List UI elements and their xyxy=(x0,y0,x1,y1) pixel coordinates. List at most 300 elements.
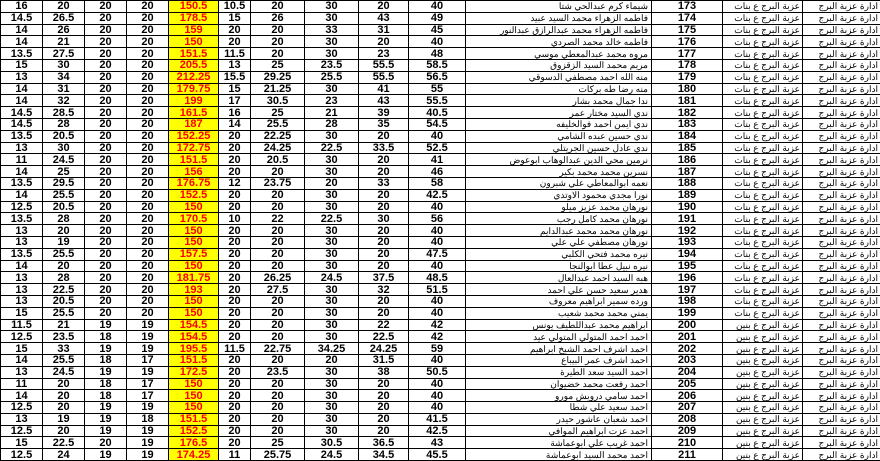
serial-cell: 204 xyxy=(652,366,723,378)
col-a: 13.5 xyxy=(1,177,43,189)
table-row xyxy=(1,71,880,83)
col-f: 15 xyxy=(219,83,251,95)
school-cell: عزبة البرج ع بنات xyxy=(723,83,803,95)
total-cell: 150 xyxy=(169,236,219,248)
col-c: 20 xyxy=(85,248,127,260)
col-f: 14 xyxy=(219,118,251,130)
col-h: 24.5 xyxy=(305,272,359,284)
col-i: 20 xyxy=(359,166,409,178)
student-name-cell: نورا مجدي محمود الاوتدي xyxy=(466,189,652,201)
table-body xyxy=(1,1,880,461)
col-g: 27.5 xyxy=(251,284,305,296)
col-f: 20 xyxy=(219,354,251,366)
table-row xyxy=(1,437,880,449)
table-row xyxy=(1,12,880,24)
total-cell: 170.5 xyxy=(169,213,219,225)
col-f: 20 xyxy=(219,225,251,237)
total-cell: 176.75 xyxy=(169,177,219,189)
admin-cell: ادارة عزبة البرج xyxy=(803,248,880,260)
total-cell: 179.75 xyxy=(169,83,219,95)
admin-cell: ادارة عزبة البرج xyxy=(803,12,880,24)
admin-cell: ادارة عزبة البرج xyxy=(803,402,880,414)
total-cell: 205.5 xyxy=(169,59,219,71)
col-j: 50.5 xyxy=(409,366,466,378)
col-d: 19 xyxy=(127,402,169,414)
col-i: 20 xyxy=(359,1,409,13)
col-c: 20 xyxy=(85,130,127,142)
col-g: 20 xyxy=(251,24,305,36)
col-c: 20 xyxy=(85,48,127,60)
col-b: 26.5 xyxy=(43,12,85,24)
col-d: 20 xyxy=(127,36,169,48)
table-row xyxy=(1,413,880,425)
school-cell: عزبة البرج ع بنات xyxy=(723,166,803,178)
col-i: 20 xyxy=(359,225,409,237)
table-row xyxy=(1,177,880,189)
col-j: 55.5 xyxy=(409,95,466,107)
school-cell: عزبة البرج ع بنين xyxy=(723,366,803,378)
serial-cell: 182 xyxy=(652,107,723,119)
student-name-cell: مروه محمد عبدالمعطي موسي xyxy=(466,48,652,60)
col-c: 20 xyxy=(85,166,127,178)
col-f: 20 xyxy=(219,366,251,378)
col-h: 30 xyxy=(305,189,359,201)
admin-cell: ادارة عزبة البرج xyxy=(803,1,880,13)
table-row xyxy=(1,130,880,142)
serial-cell: 200 xyxy=(652,319,723,331)
col-b: 20.5 xyxy=(43,201,85,213)
col-b: 21 xyxy=(43,319,85,331)
col-i: 43 xyxy=(359,95,409,107)
school-cell: عزبة البرج ع بنات xyxy=(723,36,803,48)
col-b: 34 xyxy=(43,71,85,83)
col-g: 20 xyxy=(251,225,305,237)
col-a: 13.5 xyxy=(1,130,43,142)
col-j: 58 xyxy=(409,177,466,189)
col-a: 13 xyxy=(1,142,43,154)
serial-cell: 199 xyxy=(652,307,723,319)
col-c: 19 xyxy=(85,366,127,378)
table-row xyxy=(1,48,880,60)
col-i: 35 xyxy=(359,118,409,130)
admin-cell: ادارة عزبة البرج xyxy=(803,83,880,95)
col-b: 20 xyxy=(43,1,85,13)
serial-cell: 209 xyxy=(652,425,723,437)
col-f: 20 xyxy=(219,413,251,425)
col-d: 17 xyxy=(127,354,169,366)
school-cell: عزبة البرج ع بنين xyxy=(723,378,803,390)
col-g: 25.5 xyxy=(251,118,305,130)
total-cell: 161.5 xyxy=(169,107,219,119)
col-h: 30 xyxy=(305,425,359,437)
col-c: 18 xyxy=(85,354,127,366)
col-b: 19 xyxy=(43,413,85,425)
serial-cell: 203 xyxy=(652,354,723,366)
col-b: 26 xyxy=(43,24,85,36)
col-a: 12.5 xyxy=(1,449,43,461)
admin-cell: ادارة عزبة البرج xyxy=(803,189,880,201)
col-g: 22.25 xyxy=(251,130,305,142)
col-b: 21 xyxy=(43,36,85,48)
col-h: 22.5 xyxy=(305,142,359,154)
serial-cell: 174 xyxy=(652,12,723,24)
school-cell: عزبة البرج ع بنات xyxy=(723,248,803,260)
col-f: 20 xyxy=(219,319,251,331)
total-cell: 150 xyxy=(169,390,219,402)
col-h: 30 xyxy=(305,413,359,425)
admin-cell: ادارة عزبة البرج xyxy=(803,48,880,60)
col-j: 41.5 xyxy=(409,413,466,425)
col-b: 31 xyxy=(43,83,85,95)
serial-cell: 192 xyxy=(652,225,723,237)
student-name-cell: ندا جمال محمد بشار xyxy=(466,95,652,107)
col-a: 14.5 xyxy=(1,12,43,24)
total-cell: 156 xyxy=(169,166,219,178)
col-j: 40 xyxy=(409,1,466,13)
total-cell: 154.5 xyxy=(169,319,219,331)
admin-cell: ادارة عزبة البرج xyxy=(803,118,880,130)
col-g: 20 xyxy=(251,295,305,307)
col-d: 20 xyxy=(127,177,169,189)
col-j: 51.5 xyxy=(409,284,466,296)
table-row xyxy=(1,449,880,461)
table-row xyxy=(1,83,880,95)
col-j: 42.5 xyxy=(409,189,466,201)
col-g: 23.75 xyxy=(251,177,305,189)
col-i: 20 xyxy=(359,260,409,272)
admin-cell: ادارة عزبة البرج xyxy=(803,36,880,48)
col-c: 20 xyxy=(85,71,127,83)
col-h: 30 xyxy=(305,83,359,95)
school-cell: عزبة البرج ع بنات xyxy=(723,272,803,284)
col-i: 20 xyxy=(359,402,409,414)
col-j: 40 xyxy=(409,36,466,48)
total-cell: 150 xyxy=(169,201,219,213)
col-g: 20 xyxy=(251,248,305,260)
serial-cell: 207 xyxy=(652,402,723,414)
col-f: 20 xyxy=(219,295,251,307)
col-c: 20 xyxy=(85,307,127,319)
col-d: 17 xyxy=(127,378,169,390)
col-j: 40 xyxy=(409,236,466,248)
col-c: 20 xyxy=(85,36,127,48)
table-row xyxy=(1,236,880,248)
col-i: 23 xyxy=(359,48,409,60)
col-h: 30 xyxy=(305,36,359,48)
col-g: 26.25 xyxy=(251,272,305,284)
total-cell: 150.5 xyxy=(169,1,219,13)
school-cell: عزبة البرج ع بنات xyxy=(723,71,803,83)
school-cell: عزبة البرج ع بنات xyxy=(723,177,803,189)
admin-cell: ادارة عزبة البرج xyxy=(803,260,880,272)
col-j: 43 xyxy=(409,437,466,449)
school-cell: عزبة البرج ع بنات xyxy=(723,201,803,213)
admin-cell: ادارة عزبة البرج xyxy=(803,142,880,154)
col-c: 18 xyxy=(85,378,127,390)
student-name-cell: نورهان مصطفي علي علي xyxy=(466,236,652,248)
col-g: 25.75 xyxy=(251,449,305,461)
col-c: 19 xyxy=(85,425,127,437)
serial-cell: 179 xyxy=(652,71,723,83)
col-a: 14 xyxy=(1,166,43,178)
col-i: 20 xyxy=(359,130,409,142)
col-f: 10 xyxy=(219,213,251,225)
col-i: 34.5 xyxy=(359,449,409,461)
student-name-cell: هبه السيد احمد عبدالعال xyxy=(466,272,652,284)
col-f: 20 xyxy=(219,248,251,260)
serial-cell: 177 xyxy=(652,48,723,60)
col-i: 20 xyxy=(359,201,409,213)
admin-cell: ادارة عزبة البرج xyxy=(803,107,880,119)
school-cell: عزبة البرج ع بنات xyxy=(723,24,803,36)
col-j: 47.5 xyxy=(409,248,466,260)
col-a: 16 xyxy=(1,1,43,13)
col-c: 20 xyxy=(85,107,127,119)
student-name-cell: احمد شعبان عاشور حيدر xyxy=(466,413,652,425)
student-name-cell: هدير سعيد حسن علي احمد xyxy=(466,284,652,296)
table-row xyxy=(1,154,880,166)
student-name-cell: احمد غريب علي ابوعماشة xyxy=(466,437,652,449)
col-d: 20 xyxy=(127,83,169,95)
col-d: 18 xyxy=(127,413,169,425)
total-cell: 151.5 xyxy=(169,413,219,425)
col-a: 14 xyxy=(1,36,43,48)
col-c: 20 xyxy=(85,189,127,201)
admin-cell: ادارة عزبة البرج xyxy=(803,177,880,189)
serial-cell: 210 xyxy=(652,437,723,449)
col-a: 14 xyxy=(1,83,43,95)
table-row xyxy=(1,1,880,13)
table-row xyxy=(1,118,880,130)
col-g: 20.5 xyxy=(251,154,305,166)
table-row xyxy=(1,378,880,390)
col-b: 19 xyxy=(43,236,85,248)
col-c: 20 xyxy=(85,154,127,166)
col-i: 20 xyxy=(359,390,409,402)
admin-cell: ادارة عزبة البرج xyxy=(803,236,880,248)
col-i: 20 xyxy=(359,154,409,166)
col-h: 23.5 xyxy=(305,59,359,71)
table-row xyxy=(1,390,880,402)
col-c: 20 xyxy=(85,295,127,307)
col-c: 19 xyxy=(85,319,127,331)
col-g: 20 xyxy=(251,402,305,414)
col-b: 22.5 xyxy=(43,437,85,449)
col-g: 20 xyxy=(251,319,305,331)
col-b: 25.5 xyxy=(43,307,85,319)
col-c: 20 xyxy=(85,225,127,237)
col-b: 33 xyxy=(43,343,85,355)
col-b: 24.5 xyxy=(43,154,85,166)
serial-cell: 187 xyxy=(652,166,723,178)
col-j: 46 xyxy=(409,166,466,178)
total-cell: 174.25 xyxy=(169,449,219,461)
col-j: 52.5 xyxy=(409,142,466,154)
col-b: 25.5 xyxy=(43,248,85,260)
table-row xyxy=(1,225,880,237)
admin-cell: ادارة عزبة البرج xyxy=(803,24,880,36)
table-row xyxy=(1,343,880,355)
col-c: 20 xyxy=(85,260,127,272)
col-b: 32 xyxy=(43,95,85,107)
col-i: 20 xyxy=(359,236,409,248)
col-j: 40 xyxy=(409,390,466,402)
col-d: 19 xyxy=(127,343,169,355)
col-g: 20 xyxy=(251,354,305,366)
serial-cell: 193 xyxy=(652,236,723,248)
col-c: 20 xyxy=(85,201,127,213)
serial-cell: 176 xyxy=(652,36,723,48)
col-d: 20 xyxy=(127,260,169,272)
col-h: 30 xyxy=(305,390,359,402)
col-f: 15.5 xyxy=(219,71,251,83)
col-f: 10.5 xyxy=(219,1,251,13)
admin-cell: ادارة عزبة البرج xyxy=(803,366,880,378)
total-cell: 151.5 xyxy=(169,154,219,166)
col-f: 20 xyxy=(219,142,251,154)
total-cell: 157.5 xyxy=(169,248,219,260)
school-cell: عزبة البرج ع بنين xyxy=(723,343,803,355)
col-h: 30 xyxy=(305,130,359,142)
col-g: 20 xyxy=(251,201,305,213)
col-h: 30 xyxy=(305,331,359,343)
col-j: 48.5 xyxy=(409,272,466,284)
col-i: 20 xyxy=(359,413,409,425)
col-a: 14 xyxy=(1,390,43,402)
col-a: 14 xyxy=(1,24,43,36)
col-g: 22.75 xyxy=(251,343,305,355)
col-a: 12.5 xyxy=(1,201,43,213)
student-name-cell: احمد احمد المتولي المتولي عيد xyxy=(466,331,652,343)
total-cell: 195.5 xyxy=(169,343,219,355)
col-i: 20 xyxy=(359,189,409,201)
table-row xyxy=(1,201,880,213)
col-d: 19 xyxy=(127,425,169,437)
col-b: 25.5 xyxy=(43,189,85,201)
col-i: 32 xyxy=(359,284,409,296)
col-i: 43 xyxy=(359,12,409,24)
col-d: 20 xyxy=(127,236,169,248)
col-f: 11.5 xyxy=(219,48,251,60)
school-cell: عزبة البرج ع بنين xyxy=(723,331,803,343)
col-h: 25.5 xyxy=(305,71,359,83)
col-a: 11 xyxy=(1,378,43,390)
col-j: 49 xyxy=(409,12,466,24)
col-g: 20 xyxy=(251,36,305,48)
col-g: 20 xyxy=(251,307,305,319)
col-d: 19 xyxy=(127,319,169,331)
col-d: 20 xyxy=(127,59,169,71)
col-h: 30 xyxy=(305,319,359,331)
col-d: 20 xyxy=(127,24,169,36)
col-g: 30.5 xyxy=(251,95,305,107)
col-c: 20 xyxy=(85,142,127,154)
col-a: 15 xyxy=(1,437,43,449)
col-h: 23 xyxy=(305,95,359,107)
col-j: 40 xyxy=(409,201,466,213)
school-cell: عزبة البرج ع بنين xyxy=(723,437,803,449)
table-row xyxy=(1,284,880,296)
admin-cell: ادارة عزبة البرج xyxy=(803,130,880,142)
admin-cell: ادارة عزبة البرج xyxy=(803,343,880,355)
col-d: 20 xyxy=(127,295,169,307)
school-cell: عزبة البرج ع بنات xyxy=(723,95,803,107)
col-a: 13 xyxy=(1,413,43,425)
serial-cell: 184 xyxy=(652,130,723,142)
admin-cell: ادارة عزبة البرج xyxy=(803,307,880,319)
col-j: 40 xyxy=(409,260,466,272)
serial-cell: 178 xyxy=(652,59,723,71)
school-cell: عزبة البرج ع بنين xyxy=(723,319,803,331)
col-b: 30 xyxy=(43,142,85,154)
student-name-cell: مريم محمد السيد الزقزوق xyxy=(466,59,652,71)
col-f: 20 xyxy=(219,331,251,343)
student-name-cell: ورده سمير ابراهيم معروف xyxy=(466,295,652,307)
student-name-cell: ندي عادل حسين الجريتلي xyxy=(466,142,652,154)
admin-cell: ادارة عزبة البرج xyxy=(803,437,880,449)
col-g: 22 xyxy=(251,213,305,225)
col-d: 19 xyxy=(127,331,169,343)
col-a: 11.5 xyxy=(1,319,43,331)
total-cell: 193 xyxy=(169,284,219,296)
col-i: 41 xyxy=(359,83,409,95)
col-g: 20 xyxy=(251,236,305,248)
col-f: 20 xyxy=(219,390,251,402)
school-cell: عزبة البرج ع بنين xyxy=(723,449,803,461)
col-i: 20 xyxy=(359,378,409,390)
col-f: 11 xyxy=(219,449,251,461)
col-b: 28 xyxy=(43,118,85,130)
school-cell: عزبة البرج ع بنات xyxy=(723,154,803,166)
col-f: 20 xyxy=(219,425,251,437)
col-i: 20 xyxy=(359,295,409,307)
serial-cell: 185 xyxy=(652,142,723,154)
col-a: 13 xyxy=(1,284,43,296)
col-c: 19 xyxy=(85,343,127,355)
col-j: 41 xyxy=(409,154,466,166)
student-name-cell: احمد سعيد علي شطا xyxy=(466,402,652,414)
col-c: 20 xyxy=(85,272,127,284)
school-cell: عزبة البرج ع بنات xyxy=(723,142,803,154)
col-h: 30 xyxy=(305,307,359,319)
col-h: 30 xyxy=(305,366,359,378)
col-d: 19 xyxy=(127,449,169,461)
col-b: 20 xyxy=(43,225,85,237)
student-name-cell: نيره محمد فتحي الكلبي xyxy=(466,248,652,260)
total-cell: 212.25 xyxy=(169,71,219,83)
student-name-cell: فاطمه الزهراء محمد عبدالرازق عبدالنور xyxy=(466,24,652,36)
col-i: 39 xyxy=(359,107,409,119)
col-f: 13 xyxy=(219,59,251,71)
table-row xyxy=(1,366,880,378)
col-i: 20 xyxy=(359,248,409,260)
total-cell: 151.5 xyxy=(169,48,219,60)
col-j: 40 xyxy=(409,402,466,414)
table-row xyxy=(1,107,880,119)
col-j: 40 xyxy=(409,295,466,307)
col-c: 20 xyxy=(85,12,127,24)
student-name-cell: يمني محمد محمد شعيب xyxy=(466,307,652,319)
total-cell: 152.25 xyxy=(169,130,219,142)
student-name-cell: نعمه ابوالمعاطي علي شبرون xyxy=(466,177,652,189)
col-h: 20 xyxy=(305,177,359,189)
col-h: 28 xyxy=(305,118,359,130)
table-row xyxy=(1,307,880,319)
table-row xyxy=(1,425,880,437)
table-row xyxy=(1,142,880,154)
serial-cell: 189 xyxy=(652,189,723,201)
serial-cell: 208 xyxy=(652,413,723,425)
